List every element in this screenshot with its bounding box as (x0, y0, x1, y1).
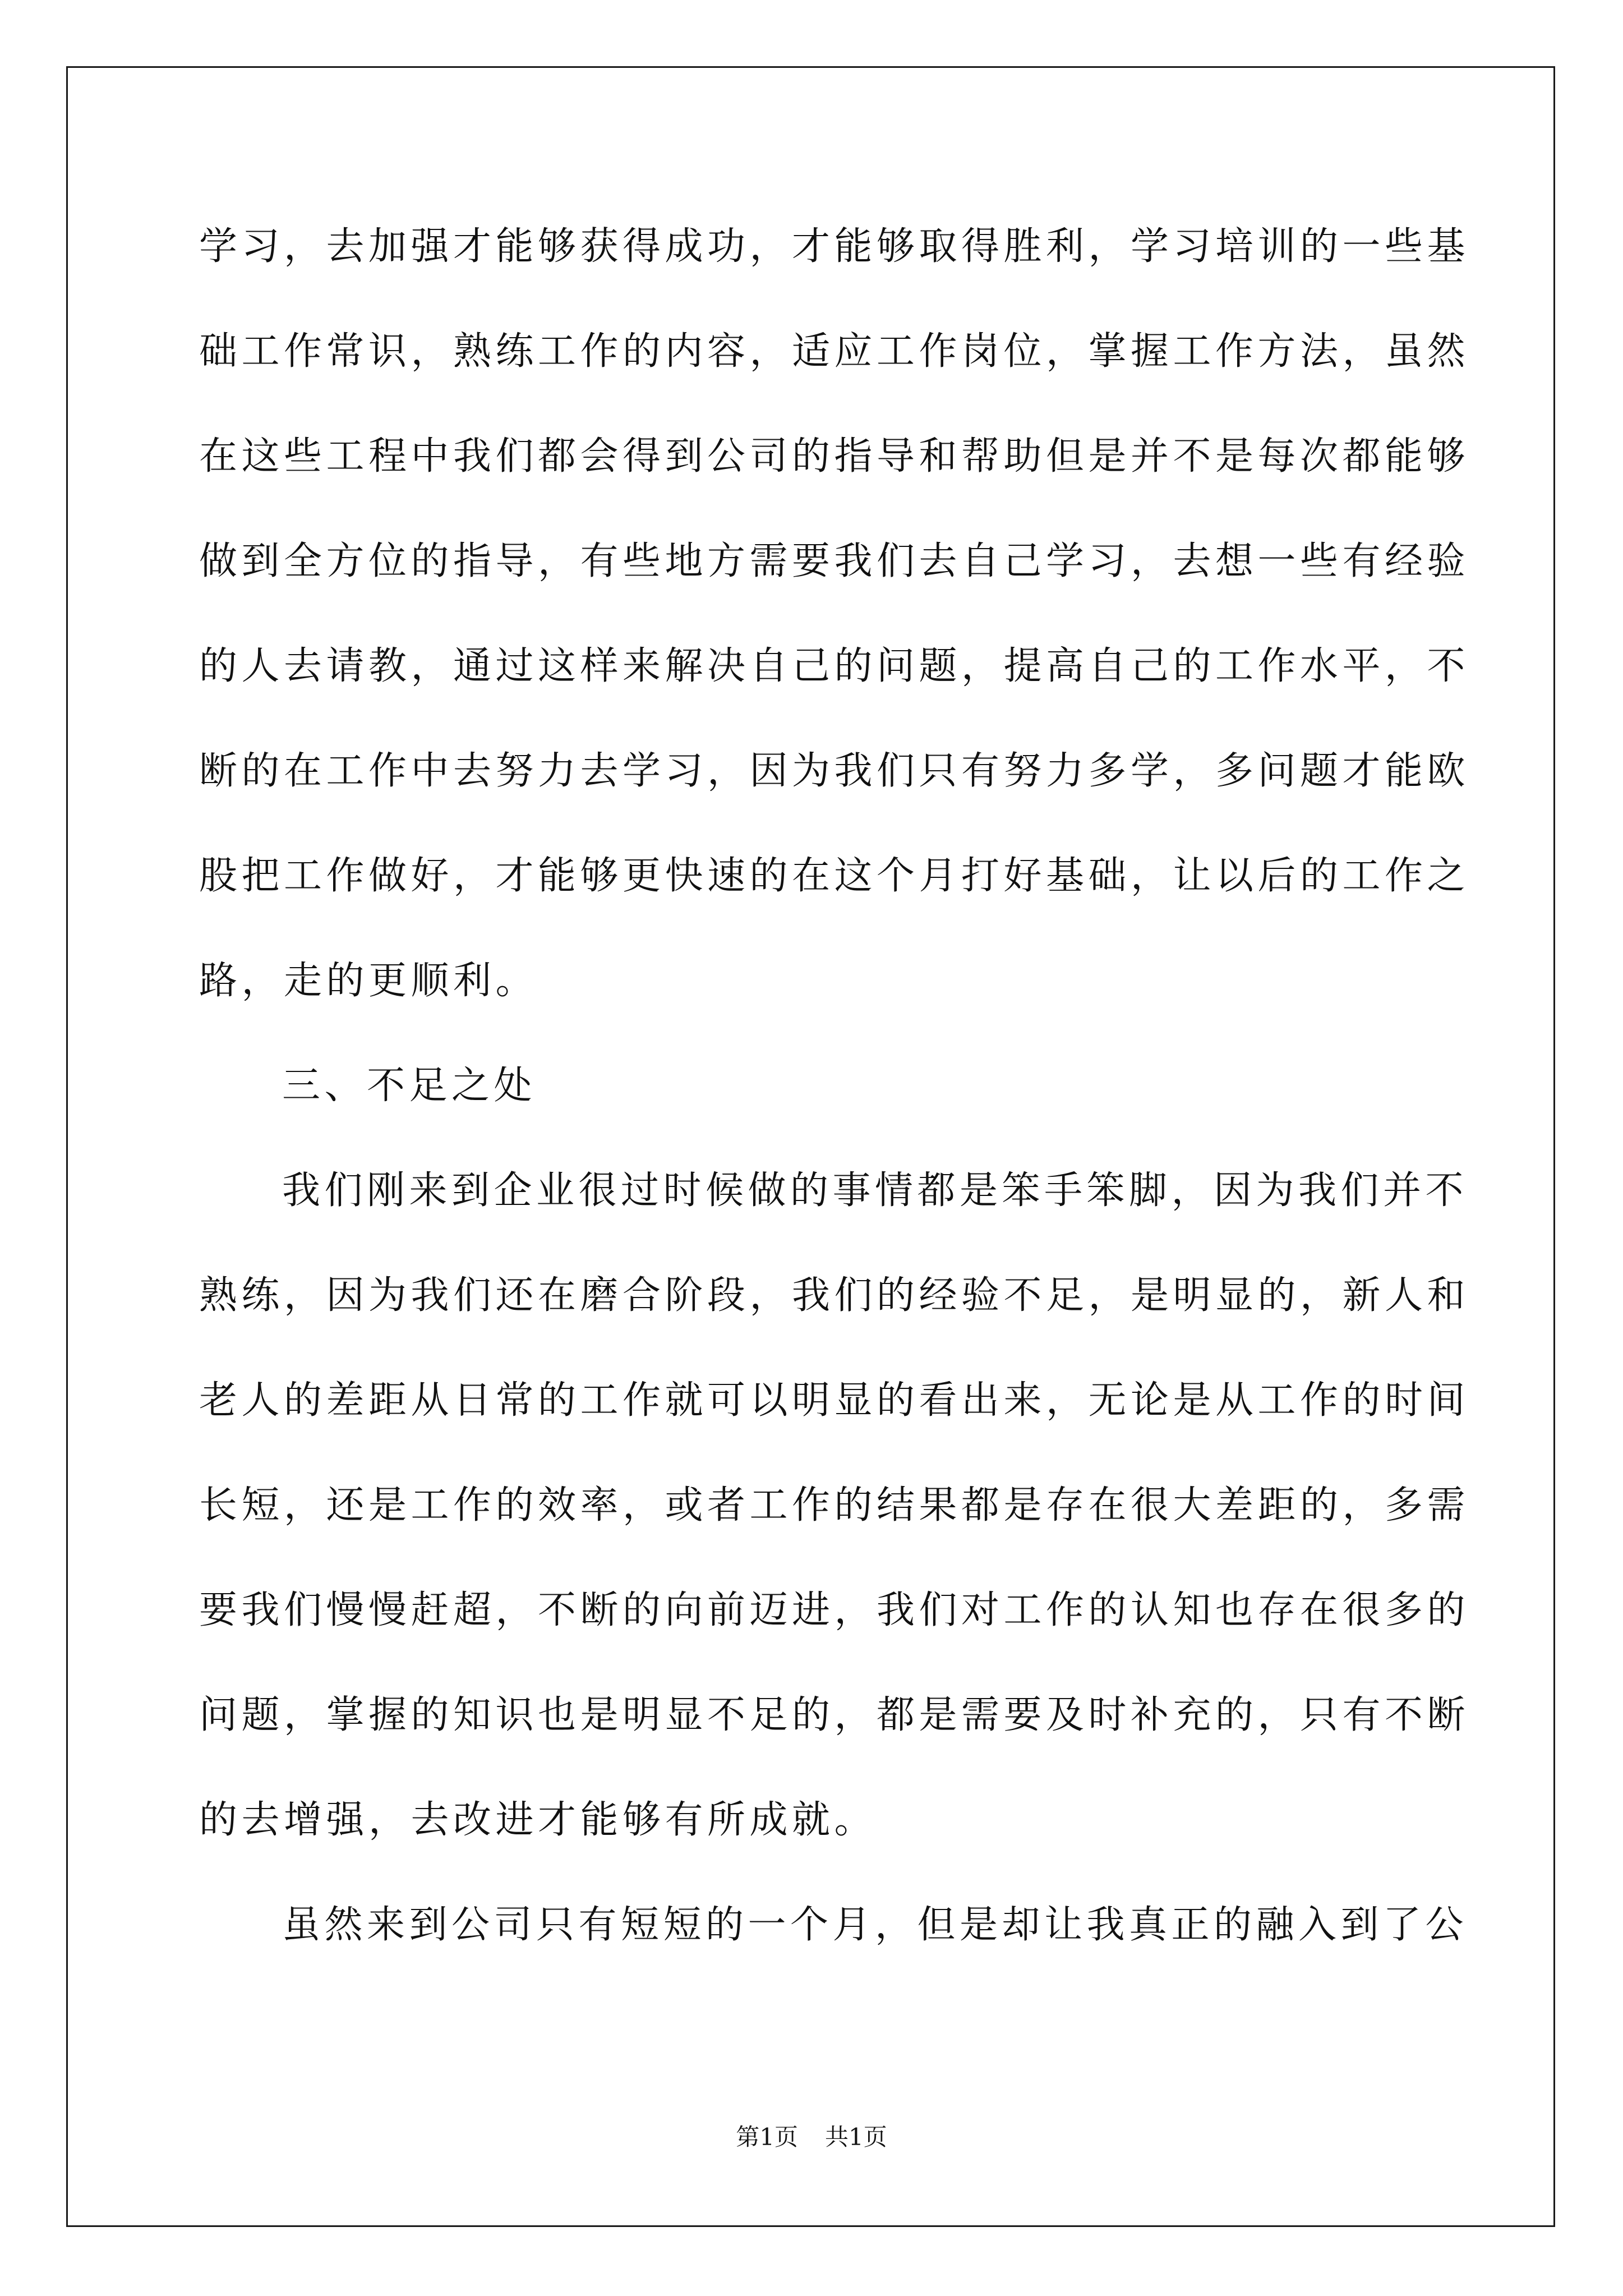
text-line: 路，走的更顺利。 (199, 959, 538, 1003)
text-line: 虽然来到公司只有短短的一个月，但是却让我真正的融入到了公 (282, 1903, 1468, 1947)
text-line: 要我们慢慢赶超，不断的向前迈进，我们对工作的认知也存在很多的 (199, 1588, 1470, 1632)
page-number: 第1页 (736, 2123, 798, 2151)
text-line: 股把工作做好，才能够更快速的在这个月打好基础，让以后的工作之 (199, 854, 1470, 898)
page-total: 共1页 (825, 2123, 887, 2151)
text-line: 的去增强，去改进才能够有所成就。 (199, 1798, 877, 1842)
section-heading: 三、不足之处 (282, 1064, 537, 1108)
text-line: 础工作常识，熟练工作的内容，适应工作岗位，掌握工作方法，虽然 (199, 329, 1470, 374)
text-line: 问题，掌握的知识也是明显不足的，都是需要及时补充的，只有不断 (199, 1693, 1470, 1737)
text-line: 我们刚来到企业很过时候做的事情都是笨手笨脚，因为我们并不 (282, 1168, 1468, 1213)
text-line: 熟练，因为我们还在磨合阶段，我们的经验不足，是明显的，新人和 (199, 1273, 1470, 1318)
text-line: 老人的差距从日常的工作就可以明显的看出来，无论是从工作的时间 (199, 1378, 1470, 1423)
text-line: 长短，还是工作的效率，或者工作的结果都是存在很大差距的，多需 (199, 1483, 1470, 1527)
page-footer (0, 2120, 1623, 2154)
text-line: 在这些工程中我们都会得到公司的指导和帮助但是并不是每次都能够 (199, 434, 1470, 478)
text-line: 学习，去加强才能够获得成功，才能够取得胜利，学习培训的一些基 (199, 224, 1470, 269)
text-line: 的人去请教，通过这样来解决自己的问题，提高自己的工作水平，不 (199, 644, 1470, 688)
text-line: 断的在工作中去努力去学习，因为我们只有努力多学，多问题才能欧 (199, 749, 1470, 793)
text-line: 做到全方位的指导，有些地方需要我们去自己学习，去想一些有经验 (199, 539, 1470, 583)
